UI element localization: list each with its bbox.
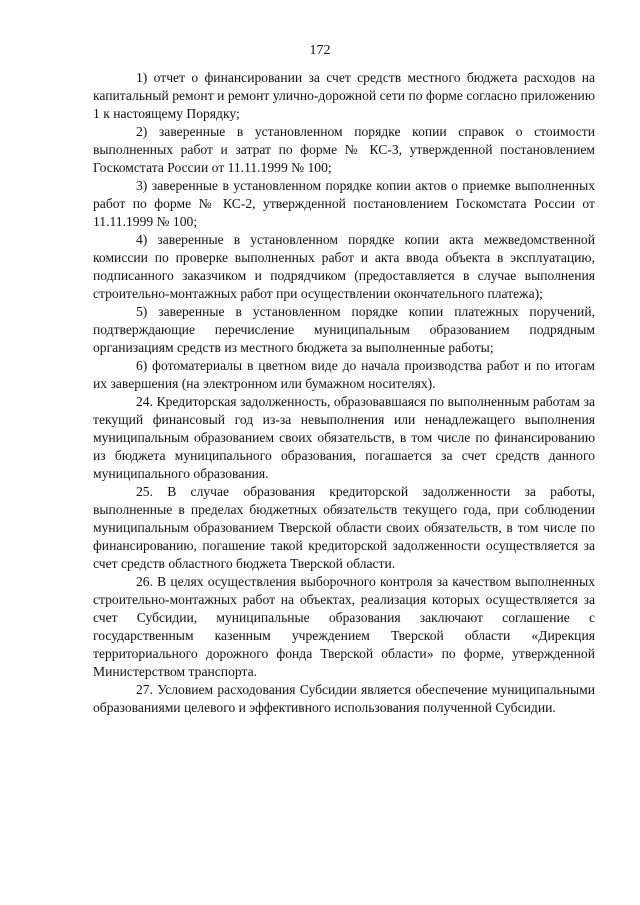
paragraph-photo-materials: 6) фотоматериалы в цветном виде до начала производства работ и по итогам их завершения (на электронном или бумажном носителях). <box>93 358 595 391</box>
paragraph-commission-act: 4) заверенные в установленном порядке копии акта межведомственной комиссии по проверке выполненных работ и акта ввода объекта в эксплуатацию, подписанного заказчиком и подрядчиком (предоставляется в случае выполнения строительно-монтажных работ при осуществлении окончательного платежа); <box>93 232 595 301</box>
paragraph-item-24: 24. Кредиторская задолженность, образовавшаяся по выполненным работам за текущий финансовый год из-за невыполнения или ненадлежащего выполнения муниципальным образованием своих обязательств, в том числе по финансированию из бюджета муниципального образования, погашается за счет средств данного муниципального образования. <box>93 394 595 481</box>
page-number: 172 <box>309 43 331 58</box>
paragraph-item-25: 25. В случае образования кредиторской задолженности за работы, выполненные в пределах бюджетных обязательств текущего года, при соблюдении муниципальным образованием Тверской области своих обязательств, в том числе по финансированию, погашение такой кредиторской задолженности осуществляется за счет средств областного бюджета Тверской области. <box>93 484 595 571</box>
paragraph-item-27: 27. Условием расходования Субсидии является обеспечение муниципальными образованиями целевого и эффективного использования полученной Субсидии. <box>93 682 595 715</box>
paragraph-ks3-certificates: 2) заверенные в установленном порядке копии справок о стоимости выполненных работ и затрат по форме № КС-3, утвержденной постановлением Госкомстата России от 11.11.1999 № 100; <box>93 124 595 175</box>
paragraph-ks2-acts: 3) заверенные в установленном порядке копии актов о приемке выполненных работ по форме № КС-2, утвержденной постановлением Госкомстата России от 11.11.1999 № 100; <box>93 178 595 229</box>
paragraph-report-financing: 1) отчет о финансировании за счет средств местного бюджета расходов на капитальный ремонт и ремонт улично-дорожной сети по форме согласно приложению 1 к настоящему Порядку; <box>93 70 595 121</box>
paragraph-item-26: 26. В целях осуществления выборочного контроля за качеством выполненных строительно-монтажных работ на объектах, реализация которых осуществляется за счет Субсидии, муниципальные образования заключают соглашение с государственным казенным учреждением Тверской области «Дирекция территориального дорожного фонда Тверской области» по форме, утвержденной Министерством транспорта. <box>93 574 595 679</box>
paragraph-payment-orders: 5) заверенные в установленном порядке копии платежных поручений, подтверждающие перечисление муниципальным образованием подрядным организациям средств из местного бюджета за выполненные работы; <box>93 304 595 355</box>
document-body <box>93 69 595 717</box>
